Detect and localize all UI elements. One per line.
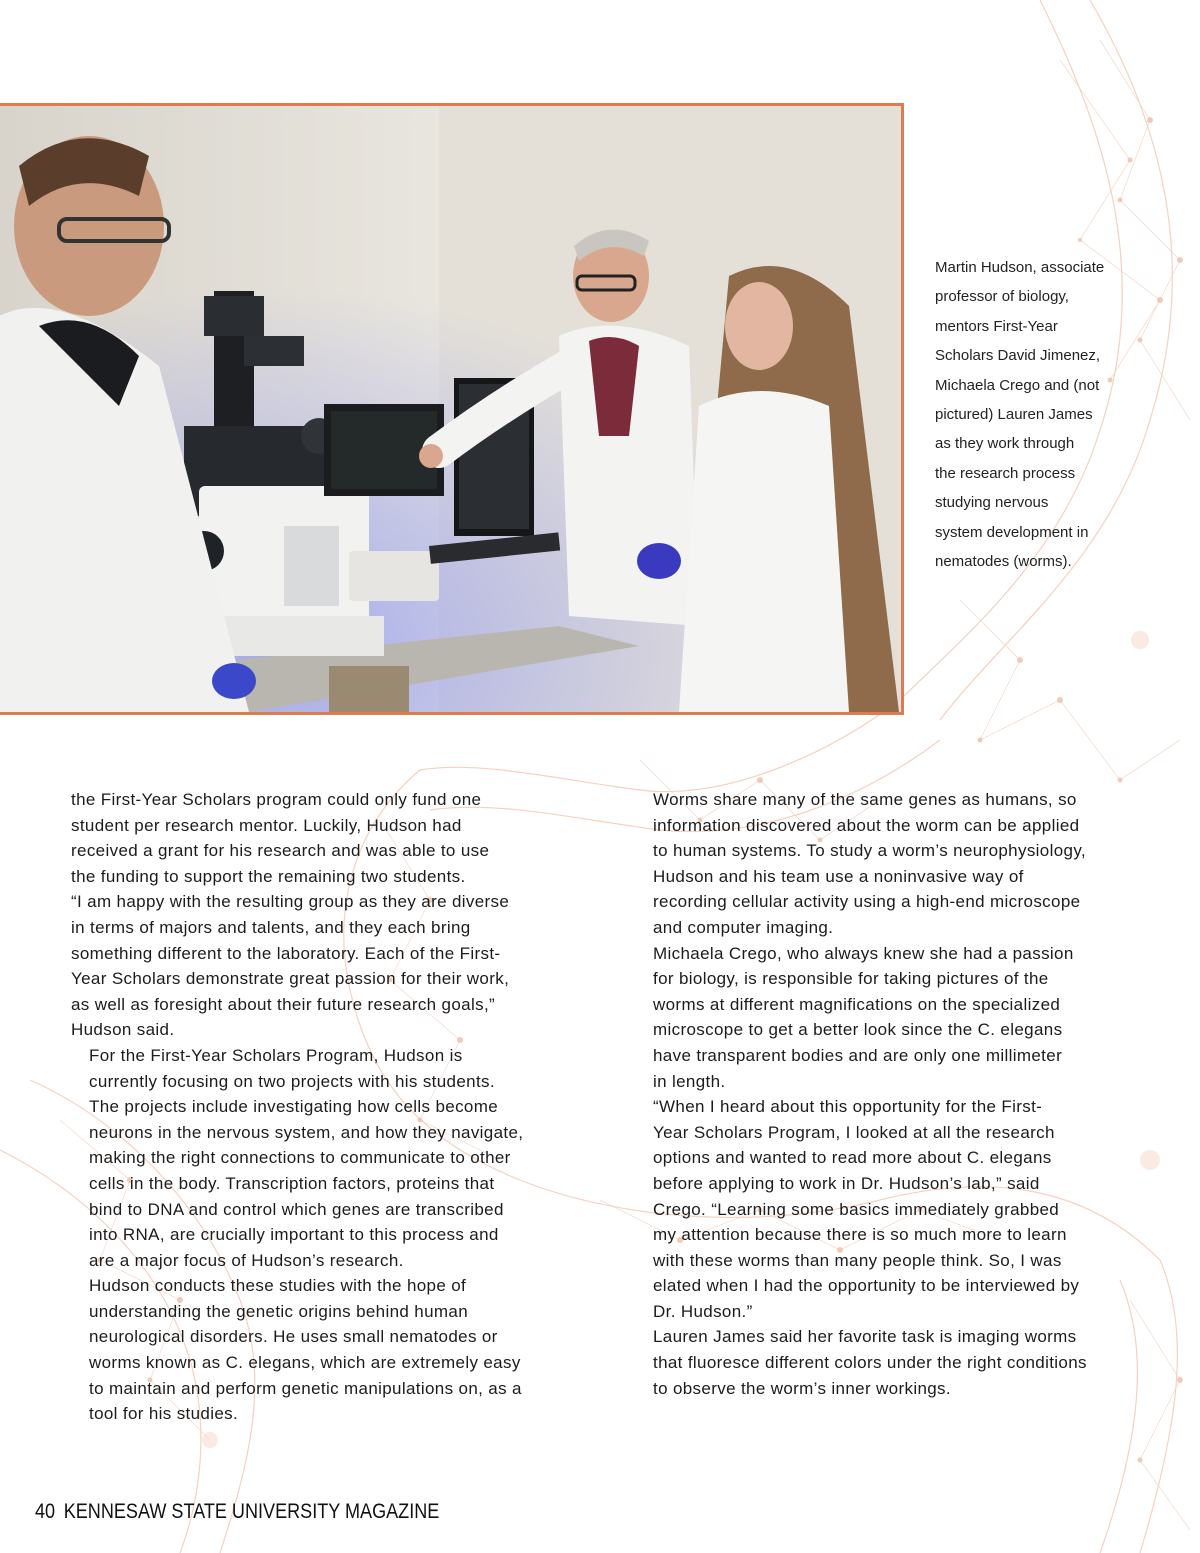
- text-line: worms known as C. elegans, which are extremely easy: [89, 1353, 521, 1373]
- text-line: as well as foresight about their future research goals,”: [71, 994, 496, 1014]
- text-line: and computer imaging.: [653, 917, 834, 937]
- text-line: cells in the body. Transcription factors, proteins that: [89, 1173, 495, 1193]
- text-line: Lauren James said her favorite task is imaging worms: [653, 1327, 1077, 1347]
- text-line: my attention because there is so much more to learn: [653, 1225, 1067, 1245]
- text-line: Year Scholars Program, I looked at all the research: [653, 1122, 1055, 1142]
- text-line: have transparent bodies and are only one millimeter: [653, 1045, 1063, 1065]
- text-line: something different to the laboratory. Each of the First-: [71, 943, 501, 963]
- text-line: before applying to work in Dr. Hudson’s lab,” said: [653, 1173, 1040, 1193]
- caption-line: professor of biology,: [935, 288, 1069, 306]
- paragraph: [71, 1273, 571, 1427]
- text-line: information discovered about the worm can be applied: [653, 815, 1080, 835]
- text-line: in length.: [653, 1071, 726, 1091]
- paragraph: [635, 787, 1135, 941]
- text-line: Hudson said.: [71, 1020, 175, 1040]
- article-column-left: [71, 787, 571, 1427]
- text-line: options and wanted to read more about C. elegans: [653, 1148, 1052, 1168]
- text-line: bind to DNA and control which genes are transcribed: [89, 1199, 504, 1219]
- text-line: for biology, is responsible for taking pictures of the: [653, 969, 1049, 989]
- text-line: Worms share many of the same genes as humans, so: [653, 790, 1077, 809]
- text-line: the funding to support the remaining two students.: [71, 866, 466, 886]
- text-line: to human systems. To study a worm’s neurophysiology,: [653, 841, 1087, 861]
- paragraph: [71, 787, 571, 1043]
- text-line: to observe the worm’s inner workings.: [653, 1378, 951, 1398]
- caption-line: Scholars David Jimenez,: [935, 347, 1101, 365]
- page-footer: [35, 1500, 439, 1524]
- caption-line: the research process: [935, 464, 1076, 482]
- text-line: to maintain and perform genetic manipulations on, as a: [89, 1378, 522, 1398]
- text-line: received a grant for his research and was able to use: [71, 841, 490, 861]
- text-line: neurological disorders. He uses small nematodes or: [89, 1327, 498, 1347]
- article-column-right: [635, 787, 1135, 1401]
- text-line: For the First-Year Scholars Program, Hudson is: [89, 1045, 463, 1065]
- text-line: understanding the genetic origins behind human: [89, 1301, 469, 1321]
- caption-line: pictured) Lauren James: [935, 406, 1093, 424]
- text-line: currently focusing on two projects with his students.: [89, 1071, 495, 1091]
- text-line: with these worms than many people think. So, I was: [653, 1250, 1062, 1270]
- text-line: are a major focus of Hudson’s research.: [89, 1250, 404, 1270]
- text-line: Year Scholars demonstrate great passion for their work,: [71, 969, 510, 989]
- text-line: Dr. Hudson.”: [653, 1301, 753, 1321]
- text-line: recording cellular activity using a high-end microscope: [653, 892, 1081, 912]
- text-line: elated when I had the opportunity to be interviewed by: [653, 1276, 1080, 1296]
- paragraph: [71, 1043, 571, 1273]
- text-line: that fluoresce different colors under the right conditions: [653, 1353, 1087, 1373]
- paragraph: [635, 941, 1135, 1095]
- text-line: microscope to get a better look since the C. elegans: [653, 1020, 1063, 1040]
- caption-line: mentors First-Year: [935, 317, 1058, 335]
- paragraph: [635, 1324, 1135, 1401]
- caption-line: studying nervous: [935, 494, 1049, 512]
- caption-line: Michaela Crego and (not: [935, 376, 1100, 394]
- text-line: into RNA, are crucially important to this process and: [89, 1225, 499, 1245]
- text-line: making the right connections to communicate to other: [89, 1148, 511, 1168]
- text-line: the First-Year Scholars program could only fund one: [71, 790, 482, 809]
- text-line: worms at different magnifications on the specialized: [653, 994, 1061, 1014]
- publication-name: KENNESAW STATE UNIVERSITY MAGAZINE: [63, 1500, 440, 1523]
- text-line: in terms of majors and talents, and they each bring: [71, 917, 471, 937]
- text-line: Hudson and his team use a noninvasive way of: [653, 866, 1024, 886]
- photo-caption: [935, 253, 1125, 576]
- text-line: “I am happy with the resulting group as they are diverse: [71, 892, 510, 912]
- text-line: The projects include investigating how cells become: [89, 1097, 499, 1117]
- text-line: Hudson conducts these studies with the hope of: [89, 1276, 467, 1296]
- text-line: Michaela Crego, who always knew she had a passion: [653, 943, 1074, 963]
- paragraph: [635, 1094, 1135, 1324]
- caption-line: nematodes (worms).: [935, 553, 1072, 571]
- text-line: student per research mentor. Luckily, Hudson had: [71, 815, 462, 835]
- lab-photo-image: [0, 106, 901, 712]
- text-line: tool for his studies.: [89, 1404, 239, 1424]
- page-number: 40: [35, 1500, 56, 1523]
- lab-photo: [0, 103, 904, 715]
- text-line: Crego. “Learning some basics immediately grabbed: [653, 1199, 1060, 1219]
- text-line: “When I heard about this opportunity for the First-: [653, 1097, 1043, 1117]
- text-line: neurons in the nervous system, and how they navigate,: [89, 1122, 524, 1142]
- caption-line: system development in: [935, 523, 1089, 541]
- caption-line: Martin Hudson, associate: [935, 259, 1105, 276]
- caption-line: as they work through: [935, 435, 1075, 453]
